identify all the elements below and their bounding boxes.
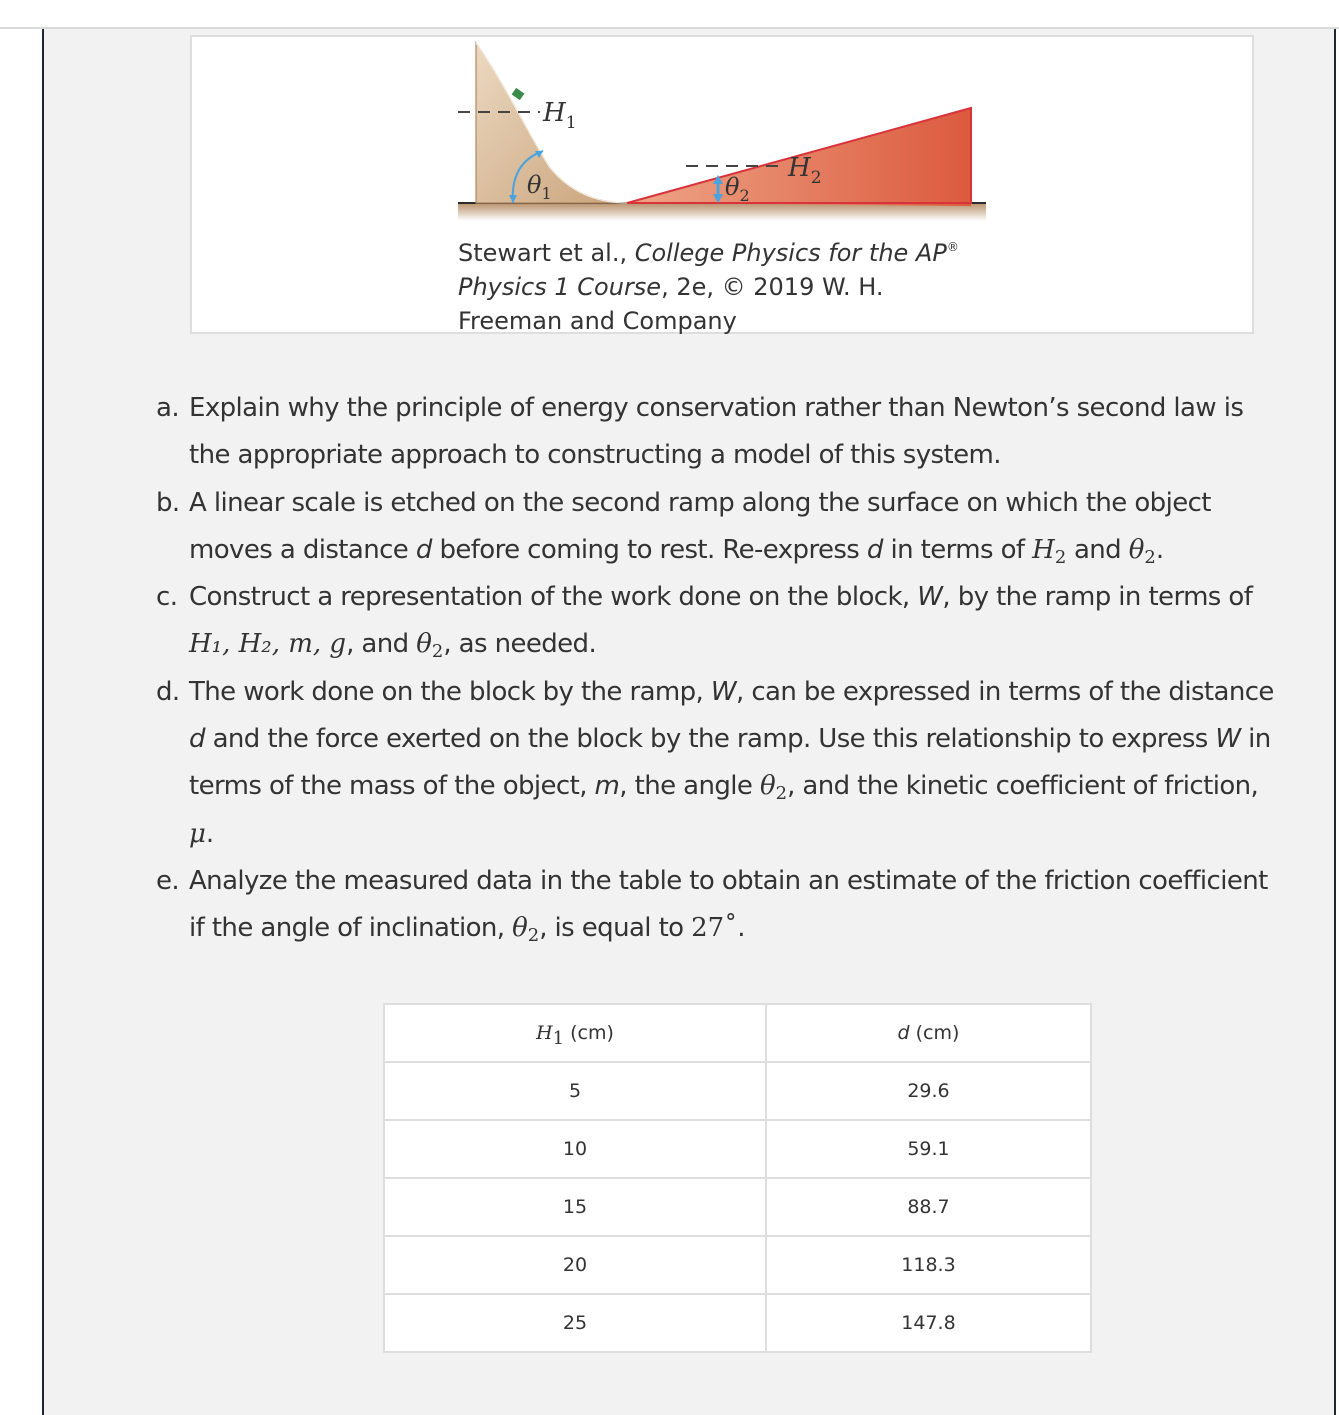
table-row — [384, 1294, 1091, 1352]
question-label: d. — [156, 676, 180, 707]
question-text: A linear scale is etched on the second ramp along the surface on which the object moves a distance d before coming to rest. Re-express d in terms of $H_2$ and $\theta_2$. — [189, 487, 1211, 568]
registered-mark: ® — [946, 240, 959, 254]
ramps-diagram — [455, 38, 995, 228]
table-header-row — [384, 1004, 1091, 1062]
question-d — [156, 669, 1276, 858]
table-row — [384, 1236, 1091, 1294]
question-list — [156, 385, 1276, 953]
header-h1: $H_1$ (cm) — [384, 1004, 766, 1062]
question-text: The work done on the block by the ramp, W, can be expressed in terms of the distance d and the force exerted on the block by the ramp. Use this relationship to express W in terms of the mass of the object, m, the angle $\theta_2$, and the kinetic coefficient of friction, μ. — [189, 676, 1274, 849]
cell-h1: 25 — [384, 1294, 766, 1352]
h2-label: $H_2$ — [788, 153, 822, 188]
cell-h1: 5 — [384, 1062, 766, 1120]
caption-title-cont: Physics 1 Course — [458, 273, 662, 301]
theta2-label: $\theta_2$ — [725, 173, 750, 205]
question-text: Construct a representation of the work done on the block, W, by the ramp in terms of H₁, H₂, m, g, and $\theta_2$, as needed. — [189, 582, 1253, 663]
question-label: e. — [156, 865, 180, 896]
table-row — [384, 1178, 1091, 1236]
cell-d: 118.3 — [766, 1236, 1091, 1294]
cell-d: 147.8 — [766, 1294, 1091, 1352]
question-a — [156, 385, 1276, 480]
table-row — [384, 1062, 1091, 1120]
caption-publisher: , 2e, © 2019 W. H. Freeman and Company — [458, 273, 884, 335]
question-b — [156, 480, 1276, 575]
table-row — [384, 1120, 1091, 1178]
caption-title: College Physics for the AP — [634, 239, 947, 267]
cell-h1: 15 — [384, 1178, 766, 1236]
cell-h1: 10 — [384, 1120, 766, 1178]
caption-authors: Stewart et al., — [458, 239, 635, 267]
block — [512, 88, 525, 100]
question-label: a. — [156, 393, 179, 423]
measurement-table — [383, 1003, 1092, 1353]
h1-label: $H_1$ — [543, 98, 577, 133]
theta1-label: $\theta_1$ — [527, 171, 552, 203]
figure-caption — [458, 230, 978, 338]
cell-d: 29.6 — [766, 1062, 1091, 1120]
question-c — [156, 574, 1276, 669]
question-label: b. — [156, 487, 180, 518]
ground — [458, 203, 986, 221]
cell-d: 59.1 — [766, 1120, 1091, 1178]
question-text: Explain why the principle of energy conservation rather than Newton’s second law is the appropriate approach to constructing a model of this system. — [189, 393, 1244, 471]
header-d: d (cm) — [766, 1004, 1091, 1062]
question-label: c. — [156, 582, 178, 613]
cell-d: 88.7 — [766, 1178, 1091, 1236]
cell-h1: 20 — [384, 1236, 766, 1294]
question-text: Analyze the measured data in the table to obtain an estimate of the friction coefficient if the angle of inclination, $\theta_2$, is equal to 27˚. — [189, 865, 1268, 947]
question-e — [156, 858, 1276, 953]
